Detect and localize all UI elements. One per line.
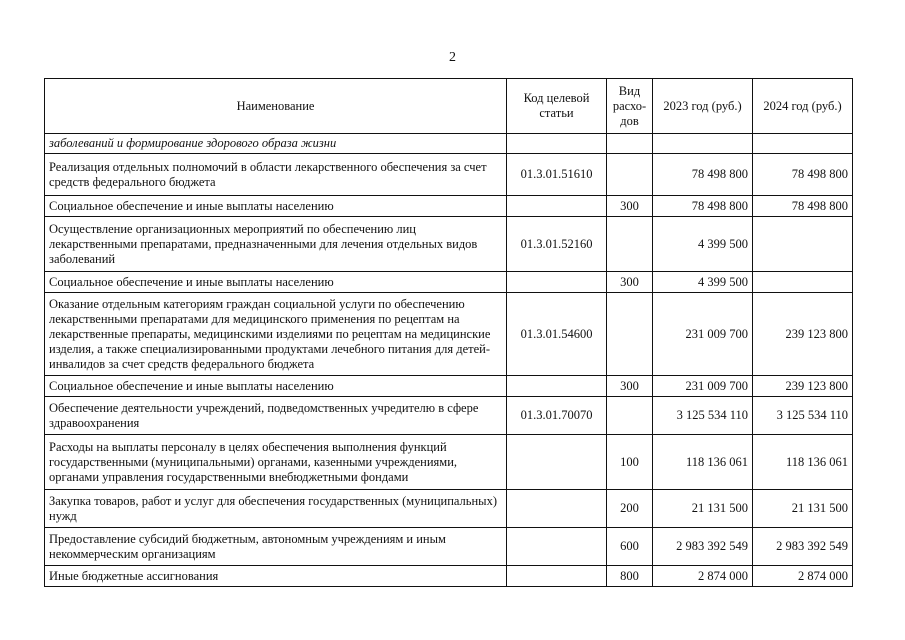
row-name: Осуществление организационных мероприятий по обеспечению лиц лекарственными препаратами, предназначенными для лечения отдельных видов заболеваний bbox=[45, 217, 507, 272]
row-code: 01.3.01.70070 bbox=[507, 397, 607, 435]
row-name: Реализация отдельных полномочий в области лекарственного обеспечения за счет средств федерального бюджета bbox=[45, 154, 507, 196]
row-vid bbox=[607, 154, 653, 196]
row-2023 bbox=[653, 134, 753, 154]
table-row bbox=[45, 272, 853, 293]
table-header-row bbox=[45, 79, 853, 134]
row-2023: 78 498 800 bbox=[653, 196, 753, 217]
row-code bbox=[507, 566, 607, 587]
row-2023: 78 498 800 bbox=[653, 154, 753, 196]
header-vid: Вид расхо-дов bbox=[607, 79, 653, 134]
table-row bbox=[45, 293, 853, 376]
table-row bbox=[45, 196, 853, 217]
row-name: Оказание отдельным категориям граждан социальной услуги по обеспечению лекарственными препаратами для медицинского применения по рецептам на лекарственные препараты, медицинскими изделиями по рецептам на медицинские изделия, а также специализированными продуктами лечебного питания для детей-инвалидов за счет средств федерального бюджета bbox=[45, 293, 507, 376]
row-code bbox=[507, 435, 607, 490]
row-name: Иные бюджетные ассигнования bbox=[45, 566, 507, 587]
row-code bbox=[507, 528, 607, 566]
row-name: Социальное обеспечение и иные выплаты населению bbox=[45, 196, 507, 217]
budget-table bbox=[44, 78, 853, 587]
row-2024: 2 983 392 549 bbox=[753, 528, 853, 566]
page-number: 2 bbox=[449, 50, 456, 65]
row-name: Предоставление субсидий бюджетным, автономным учреждениям и иным некоммерческим организациям bbox=[45, 528, 507, 566]
row-code: 01.3.01.52160 bbox=[507, 217, 607, 272]
row-2023: 231 009 700 bbox=[653, 376, 753, 397]
row-vid: 300 bbox=[607, 196, 653, 217]
header-code: Код целевой статьи bbox=[507, 79, 607, 134]
row-code bbox=[507, 490, 607, 528]
row-2024 bbox=[753, 272, 853, 293]
row-vid: 600 bbox=[607, 528, 653, 566]
row-code bbox=[507, 376, 607, 397]
row-name: Закупка товаров, работ и услуг для обеспечения государственных (муниципальных) нужд bbox=[45, 490, 507, 528]
row-code: 01.3.01.54600 bbox=[507, 293, 607, 376]
row-vid: 800 bbox=[607, 566, 653, 587]
row-2023: 118 136 061 bbox=[653, 435, 753, 490]
table-row bbox=[45, 435, 853, 490]
table-row bbox=[45, 154, 853, 196]
row-code bbox=[507, 272, 607, 293]
row-2024: 78 498 800 bbox=[753, 196, 853, 217]
row-2023: 4 399 500 bbox=[653, 217, 753, 272]
row-name: Социальное обеспечение и иные выплаты населению bbox=[45, 272, 507, 293]
row-vid bbox=[607, 397, 653, 435]
row-name: Обеспечение деятельности учреждений, подведомственных учредителю в сфере здравоохранения bbox=[45, 397, 507, 435]
table-row bbox=[45, 134, 853, 154]
table-row bbox=[45, 490, 853, 528]
row-code bbox=[507, 134, 607, 154]
table-row bbox=[45, 376, 853, 397]
row-vid: 300 bbox=[607, 272, 653, 293]
row-2024: 239 123 800 bbox=[753, 376, 853, 397]
row-2023: 21 131 500 bbox=[653, 490, 753, 528]
table-row bbox=[45, 217, 853, 272]
header-name: Наименование bbox=[45, 79, 507, 134]
row-2024: 78 498 800 bbox=[753, 154, 853, 196]
row-2023: 3 125 534 110 bbox=[653, 397, 753, 435]
row-vid: 300 bbox=[607, 376, 653, 397]
row-vid: 200 bbox=[607, 490, 653, 528]
row-vid bbox=[607, 217, 653, 272]
row-vid bbox=[607, 293, 653, 376]
row-2024: 2 874 000 bbox=[753, 566, 853, 587]
row-2024: 21 131 500 bbox=[753, 490, 853, 528]
table-row bbox=[45, 397, 853, 435]
row-code bbox=[507, 196, 607, 217]
row-name: Социальное обеспечение и иные выплаты населению bbox=[45, 376, 507, 397]
row-name: заболеваний и формирование здорового образа жизни bbox=[45, 134, 507, 154]
row-2024: 3 125 534 110 bbox=[753, 397, 853, 435]
row-2023: 231 009 700 bbox=[653, 293, 753, 376]
row-2024: 239 123 800 bbox=[753, 293, 853, 376]
header-2024: 2024 год (руб.) bbox=[753, 79, 853, 134]
header-2023: 2023 год (руб.) bbox=[653, 79, 753, 134]
row-name: Расходы на выплаты персоналу в целях обеспечения выполнения функций государственными (муниципальными) органами, казенными учреждениями, органами управления государственными внебюджетными фондами bbox=[45, 435, 507, 490]
row-2024: 118 136 061 bbox=[753, 435, 853, 490]
row-vid bbox=[607, 134, 653, 154]
table-row bbox=[45, 566, 853, 587]
row-2024 bbox=[753, 134, 853, 154]
row-code: 01.3.01.51610 bbox=[507, 154, 607, 196]
row-2023: 4 399 500 bbox=[653, 272, 753, 293]
row-vid: 100 bbox=[607, 435, 653, 490]
row-2023: 2 874 000 bbox=[653, 566, 753, 587]
table-row bbox=[45, 528, 853, 566]
row-2023: 2 983 392 549 bbox=[653, 528, 753, 566]
row-2024 bbox=[753, 217, 853, 272]
